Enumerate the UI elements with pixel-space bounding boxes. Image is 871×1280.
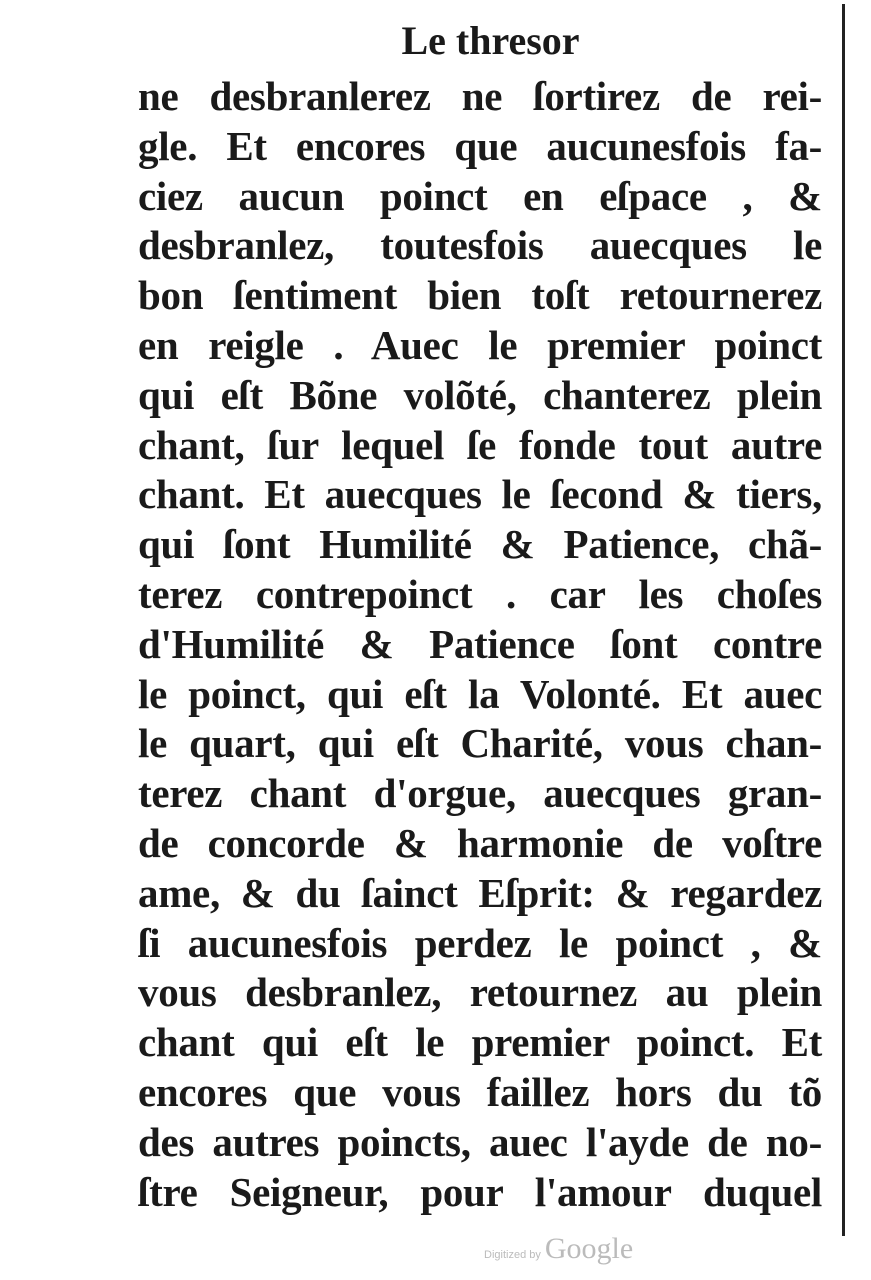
text-line: de concorde & harmonie de voſtre: [138, 819, 822, 866]
text-line: desbranlez, toutesfois auecques le: [138, 222, 822, 269]
text-line: des autres poincts, auec l'ayde de no-: [138, 1118, 822, 1165]
text-line: le poinct, qui eſt la Volonté. Et auec: [138, 670, 822, 717]
text-line: terez chant d'orgue, auecques gran-: [138, 770, 822, 817]
page-edge-rule: [842, 4, 845, 1236]
watermark-prefix: Digitized by: [484, 1249, 541, 1261]
digitization-watermark: [484, 1232, 633, 1266]
text-line: gle. Et encores que aucunesfois fa-: [138, 122, 822, 169]
text-line: le quart, qui eſt Charité, vous chan-: [138, 720, 822, 767]
running-head: Le thresor: [401, 18, 580, 63]
text-line: chant, ſur lequel ſe fonde tout autre: [138, 421, 822, 468]
text-line: en reigle . Auec le premier poinct: [138, 321, 822, 368]
text-line: d'Humilité & Patience ſont contre: [138, 620, 822, 667]
text-line: ciez aucun poinct en eſpace , &: [138, 172, 822, 219]
watermark-brand: Google: [544, 1232, 634, 1265]
text-line: qui eſt Bõne volõté, chanterez plein: [138, 371, 822, 418]
text-line: ame, & du ſainct Eſprit: & regardez: [138, 869, 822, 916]
page-body-text: [138, 72, 822, 1217]
text-line: encores que vous faillez hors du tõ: [138, 1068, 822, 1115]
text-line: vous desbranlez, retournez au plein: [138, 969, 822, 1016]
text-line: qui ſont Humilité & Patience, chã-: [138, 521, 822, 568]
text-line: bon ſentiment bien toſt retournerez: [138, 272, 822, 319]
text-line: ſi aucunesfois perdez le poinct , &: [138, 919, 822, 966]
text-line: ne desbranlerez ne ſortirez de rei-: [138, 73, 822, 119]
text-line: ſtre Seigneur, pour l'amour duquel: [138, 1168, 822, 1215]
text-line: chant qui eſt le premier poinct. Et: [138, 1019, 822, 1066]
text-line: terez contrepoinct . car les choſes: [138, 570, 822, 617]
text-line: chant. Et auecques le ſecond & tiers,: [138, 471, 822, 518]
